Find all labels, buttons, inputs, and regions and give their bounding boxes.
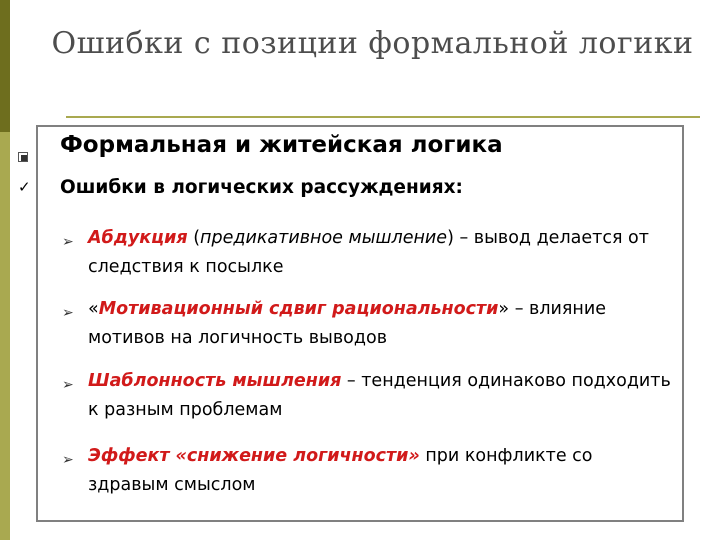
square-bullet-icon (18, 152, 28, 162)
arrowhead-icon: ➢ (62, 452, 74, 468)
arrowhead-icon: ➢ (62, 377, 74, 393)
item-description: – тенденция одинаково подходить к разным проблемам (88, 371, 671, 420)
item-description: – влияние мотивов на логичность выводов (88, 299, 606, 348)
paren-open: ( (187, 228, 201, 248)
term-logic-reduction: Эффект «снижение логичности» (88, 446, 420, 466)
term-note: предикативное мышление (200, 228, 448, 248)
paren-close: ) (447, 228, 454, 248)
left-accent-bar-dark (0, 0, 10, 132)
list-item-motivational-shift (88, 295, 673, 353)
arrowhead-icon: ➢ (62, 305, 74, 321)
item-description: – вывод делается от следствия к посылке (88, 228, 649, 277)
arrowhead-icon: ➢ (62, 234, 74, 250)
list-item-template-thinking (88, 367, 673, 425)
list-item-abduction (88, 224, 673, 282)
item-description: при конфликте со здравым смыслом (88, 446, 593, 495)
checkmark-icon: ✓ (18, 178, 31, 196)
term-template-thinking: Шаблонность мышления (88, 371, 342, 391)
term-abduction: Абдукция (88, 228, 188, 248)
quote-open: « (88, 299, 99, 319)
term-motivational-shift: Мотивационный сдвиг рациональности (98, 299, 499, 319)
quote-close: » (498, 299, 510, 319)
left-accent-bar-light (0, 132, 10, 540)
title-divider (66, 116, 700, 118)
bullet-heading-level1: Формальная и житейская логика (60, 132, 503, 158)
list-item-logic-reduction (88, 442, 673, 500)
slide-title: Ошибки с позиции формальной логики (51, 26, 694, 61)
bullet-heading-level2: Ошибки в логических рассуждениях: (60, 177, 463, 198)
